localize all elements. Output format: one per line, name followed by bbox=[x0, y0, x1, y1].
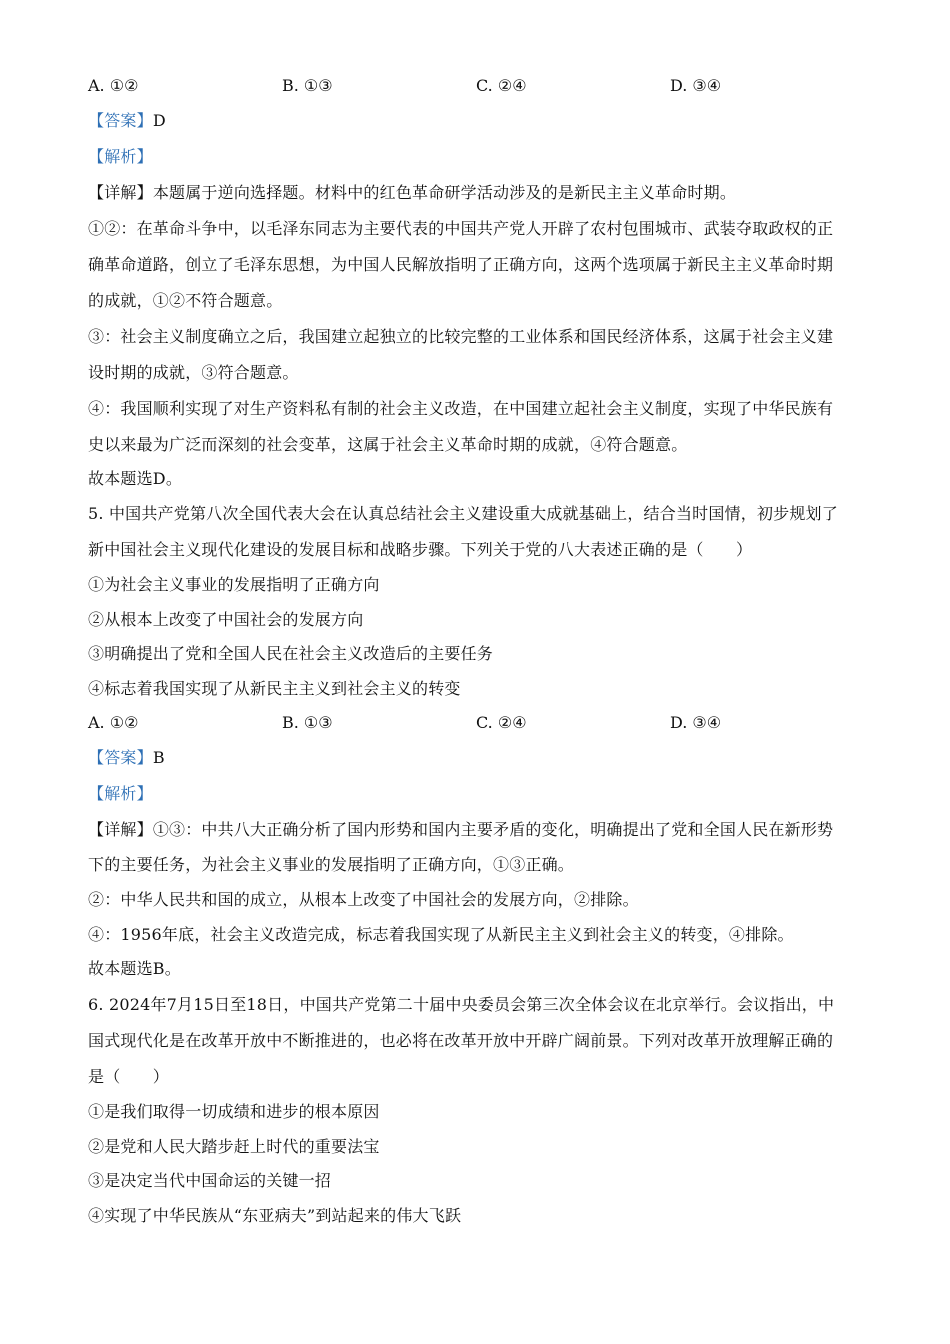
q6-statement: ②是党和人民大踏步赶上时代的重要法宝 bbox=[88, 1137, 380, 1156]
q4-detail-line bbox=[88, 183, 868, 203]
q5-answer bbox=[88, 748, 868, 768]
q6-stem: 是（ ） bbox=[88, 1067, 170, 1086]
q6-stem: 国式现代化是在改革开放中不断推进的，也必将在改革开放中开辟广阔前景。下列对改革开放理解正确的 bbox=[88, 1031, 834, 1050]
answer-value: B bbox=[152, 748, 165, 767]
q4-detail-line: 的成就，①②不符合题意。 bbox=[88, 291, 283, 310]
q5-stem: 新中国社会主义现代化建设的发展目标和战略步骤。下列关于党的八大表述正确的是（ ） bbox=[88, 540, 753, 559]
q4-option-d: D. ③④ bbox=[670, 76, 722, 95]
q4-options bbox=[88, 76, 868, 96]
q4-option-a: A. ①② bbox=[88, 76, 139, 95]
q4-detail-line: 确革命道路，创立了毛泽东思想，为中国人民解放指明了正确方向，这两个选项属于新民主主义革命时期 bbox=[88, 255, 834, 274]
q6-statement: ④实现了中华民族从“东亚病夫”到站起来的伟大飞跃 bbox=[88, 1206, 462, 1225]
q5-detail-line: ④：1956年底，社会主义改造完成，标志着我国实现了从新民主主义到社会主义的转变，④排除。 bbox=[88, 925, 794, 944]
q6-stem: 6. 2024年7月15日至18日，中国共产党第二十届中央委员会第三次全体会议在北京举行。会议指出，中 bbox=[88, 995, 835, 1014]
q5-analysis-tag: 【解析】 bbox=[88, 784, 153, 803]
q5-option-c: C. ②④ bbox=[476, 713, 527, 732]
q5-statement: ②从根本上改变了中国社会的发展方向 bbox=[88, 610, 364, 629]
q5-statement: ③明确提出了党和全国人民在社会主义改造后的主要任务 bbox=[88, 644, 494, 663]
q5-option-d: D. ③④ bbox=[670, 713, 722, 732]
q6-statement: ③是决定当代中国命运的关键一招 bbox=[88, 1171, 332, 1190]
q5-stem: 5. 中国共产党第八次全国代表大会在认真总结社会主义建设重大成就基础上，结合当时国情，初步规划了 bbox=[88, 504, 838, 523]
q5-conclusion: 故本题选B。 bbox=[88, 959, 181, 978]
q4-detail-line: 设时期的成就，③符合题意。 bbox=[88, 363, 299, 382]
q5-option-b: B. ①③ bbox=[282, 713, 333, 732]
q5-detail-line: ②：中华人民共和国的成立，从根本上改变了中国社会的发展方向，②排除。 bbox=[88, 890, 639, 909]
q4-detail-line: 史以来最为广泛而深刻的社会变革，这属于社会主义革命时期的成就，④符合题意。 bbox=[88, 435, 688, 454]
q5-detail-line bbox=[88, 820, 868, 840]
q5-statement: ①为社会主义事业的发展指明了正确方向 bbox=[88, 575, 380, 594]
answer-value: D bbox=[152, 111, 166, 130]
q4-conclusion: 故本题选D。 bbox=[88, 469, 183, 488]
q5-statement: ④标志着我国实现了从新民主主义到社会主义的转变 bbox=[88, 679, 461, 698]
detail-tag: 【详解】 bbox=[88, 183, 153, 202]
q4-option-b: B. ①③ bbox=[282, 76, 333, 95]
q4-answer bbox=[88, 111, 868, 131]
q5-detail-line: 下的主要任务，为社会主义事业的发展指明了正确方向，①③正确。 bbox=[88, 855, 575, 874]
q4-detail-line: ③：社会主义制度确立之后，我国建立起独立的比较完整的工业体系和国民经济体系，这属于社会主义建 bbox=[88, 327, 834, 346]
q5-option-a: A. ①② bbox=[88, 713, 139, 732]
q4-detail-line: ④：我国顺利实现了对生产资料私有制的社会主义改造，在中国建立起社会主义制度，实现了中华民族有 bbox=[88, 399, 834, 418]
q4-analysis-tag: 【解析】 bbox=[88, 147, 153, 166]
q6-statement: ①是我们取得一切成绩和进步的根本原因 bbox=[88, 1102, 380, 1121]
detail-tag: 【详解】 bbox=[88, 820, 153, 839]
detail-text: ①③：中共八大正确分析了国内形势和国内主要矛盾的变化，明确提出了党和全国人民在新形势 bbox=[152, 820, 834, 839]
answer-tag: 【答案】 bbox=[88, 111, 153, 130]
q4-option-c: C. ②④ bbox=[476, 76, 527, 95]
answer-tag: 【答案】 bbox=[88, 748, 153, 767]
q5-options bbox=[88, 713, 868, 733]
detail-text: 本题属于逆向选择题。材料中的红色革命研学活动涉及的是新民主主义革命时期。 bbox=[152, 183, 737, 202]
q4-detail-line: ①②：在革命斗争中，以毛泽东同志为主要代表的中国共产党人开辟了农村包围城市、武装夺取政权的正 bbox=[88, 219, 834, 238]
